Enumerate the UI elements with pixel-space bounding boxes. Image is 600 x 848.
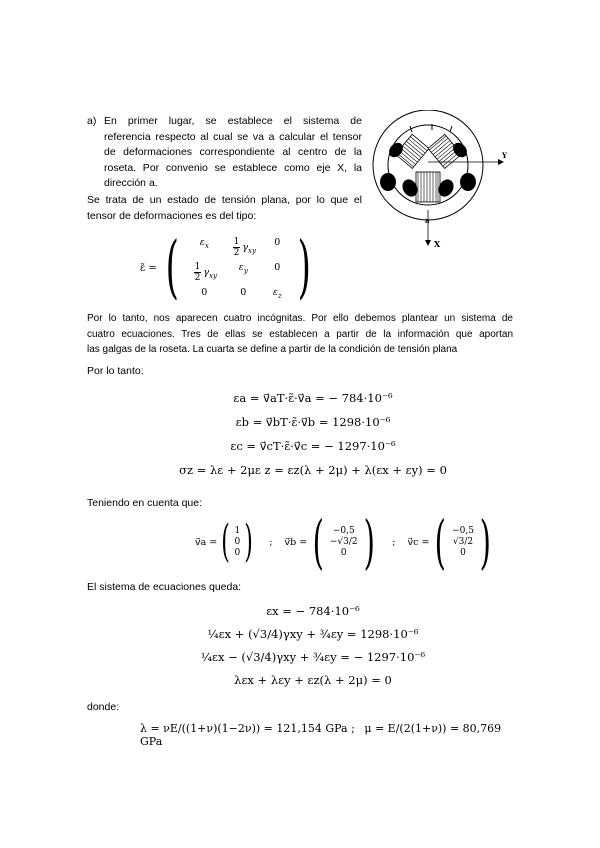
tensor-left-paren: ( (165, 228, 179, 307)
axis-y-label: Y (502, 151, 507, 160)
sys-eq-4: λεx + λεy + εz(λ + 2μ) = 0 (234, 673, 392, 687)
va-label: v⃗a = (195, 536, 218, 548)
para2-line-2: cuatro ecuaciones. Tres de ellas se establecen a partir de la información que aportan (87, 328, 513, 340)
va-2: 0 (234, 547, 241, 558)
vb-lparen: ( (312, 508, 325, 576)
sistema-label: El sistema de ecuaciones queda: (87, 581, 242, 593)
vb-col (330, 526, 358, 559)
sys-eq-1: εx = − 784·10⁻⁶ (266, 604, 360, 618)
axis-x-arrow (425, 240, 431, 246)
item-a-text (104, 114, 362, 192)
tensor-r3c3: $\varepsilon_z$ (272, 286, 282, 300)
tensor-r2c3: 0 (274, 261, 281, 273)
vc-0: −0,5 (452, 525, 474, 536)
item-a-line-3: de deformaciones correspondiente al centro de la (104, 146, 362, 158)
va-0: 1 (234, 525, 241, 536)
gauge-a (416, 172, 440, 202)
tensor-r1c1: $\varepsilon_x$ (199, 236, 209, 250)
va-lparen: ( (221, 516, 231, 567)
tensor-r3c2: 0 (240, 286, 247, 298)
vc-1: √3/2 (452, 536, 474, 547)
sep-2: ; (392, 536, 396, 548)
vb-1: −√3/2 (329, 536, 358, 547)
gauge-a-label: a (425, 216, 430, 225)
sys-eq-3: ¼εx − (√3/4)γxy + ¾εy = − 1297·10⁻⁶ (200, 650, 426, 664)
intro-line-1: Se trata de un estado de tensión plana, por lo que el (87, 194, 362, 206)
item-a-line-1: En primer lugar, se establece el sistema de (104, 115, 362, 127)
item-a-marker: a) (87, 115, 97, 127)
va-1: 0 (234, 536, 241, 547)
mu-eq: μ = E/(2(1+ν)) = 80,769 GPa (140, 722, 502, 748)
axis-x-label: X (434, 239, 441, 249)
equation-system (100, 600, 526, 692)
item-a-line-5: dirección a. (104, 177, 158, 189)
equations-gauges (100, 386, 526, 482)
eq-epsilon-a: εa = v⃗aT·ε̃·v⃗a = − 784·10⁻⁶ (233, 391, 393, 405)
vc-col (452, 526, 474, 559)
sys-eq-2: ¼εx + (√3/4)γxy + ¾εy = 1298·10⁻⁶ (207, 627, 419, 641)
vc-label: v⃗c = (407, 536, 430, 548)
vb-2: 0 (340, 547, 347, 558)
eq-epsilon-b: εb = v⃗bT·ε̃·v⃗b = 1298·10⁻⁶ (235, 415, 391, 429)
tensor-right-paren: ) (297, 228, 312, 307)
tensor-r3c1: 0 (201, 286, 208, 298)
tensor-r2c1: $\frac{1}{2}$ $\gamma_{xy}$ (194, 261, 217, 283)
vb-rparen: ) (363, 508, 375, 576)
donde-label: donde: (87, 701, 120, 713)
sep-1: ; (269, 536, 273, 548)
strain-tensor (140, 228, 318, 307)
direction-vectors (195, 508, 497, 576)
para-unknowns (87, 311, 513, 358)
vc-2: 0 (460, 547, 466, 558)
para2-line-3: las galgas de la roseta. La cuarta se define a partir de la condición de tensión plana (87, 344, 458, 355)
vb-0: −0,5 (332, 525, 355, 536)
tensor-r1c2: $\frac{1}{2}$ $\gamma_{xy}$ (233, 236, 256, 258)
vc-rparen: ) (479, 508, 491, 576)
rosette-outer-circle (373, 110, 483, 220)
intro-line-2: tensor de deformaciones es del tipo: (87, 209, 257, 222)
eq-epsilon-c: εc = v⃗cT·ε̃·v⃗c = − 1297·10⁻⁶ (230, 439, 396, 453)
eq-sigma-z: σz = λε + 2με z = εz(λ + 2μ) + λ(εx + εy) = 0 (179, 463, 447, 477)
para2-line-1: Por lo tanto, nos aparecen cuatro incógnitas. Por ello debemos plantear un sistema de (87, 313, 513, 324)
va-col (234, 526, 240, 559)
vc-lparen: ( (435, 508, 447, 576)
lame-constants (140, 722, 520, 748)
va-rparen: ) (244, 516, 254, 567)
lambda-eq: λ = νE/((1+ν)(1−2ν)) = 121,154 GPa ; (140, 722, 355, 735)
rosette-figure (368, 110, 508, 260)
vb-label: v⃗b = (284, 536, 308, 548)
item-a-line-2: referencia respecto al cual se va a calcular el tensor (104, 130, 362, 143)
por-lo-tanto: Por lo tanto: (87, 365, 144, 377)
tensor-lhs: ε̃ = (140, 262, 157, 274)
intro-text (87, 193, 362, 224)
tensor-r1c3: 0 (274, 236, 281, 248)
tensor-r2c2: $\varepsilon_y$ (238, 261, 248, 275)
item-a-line-4: roseta. Por convenio se establece como eje X, la (104, 161, 362, 174)
teniendo-en-cuenta: Teniendo en cuenta que: (87, 497, 203, 509)
tensor-grid (185, 237, 291, 300)
